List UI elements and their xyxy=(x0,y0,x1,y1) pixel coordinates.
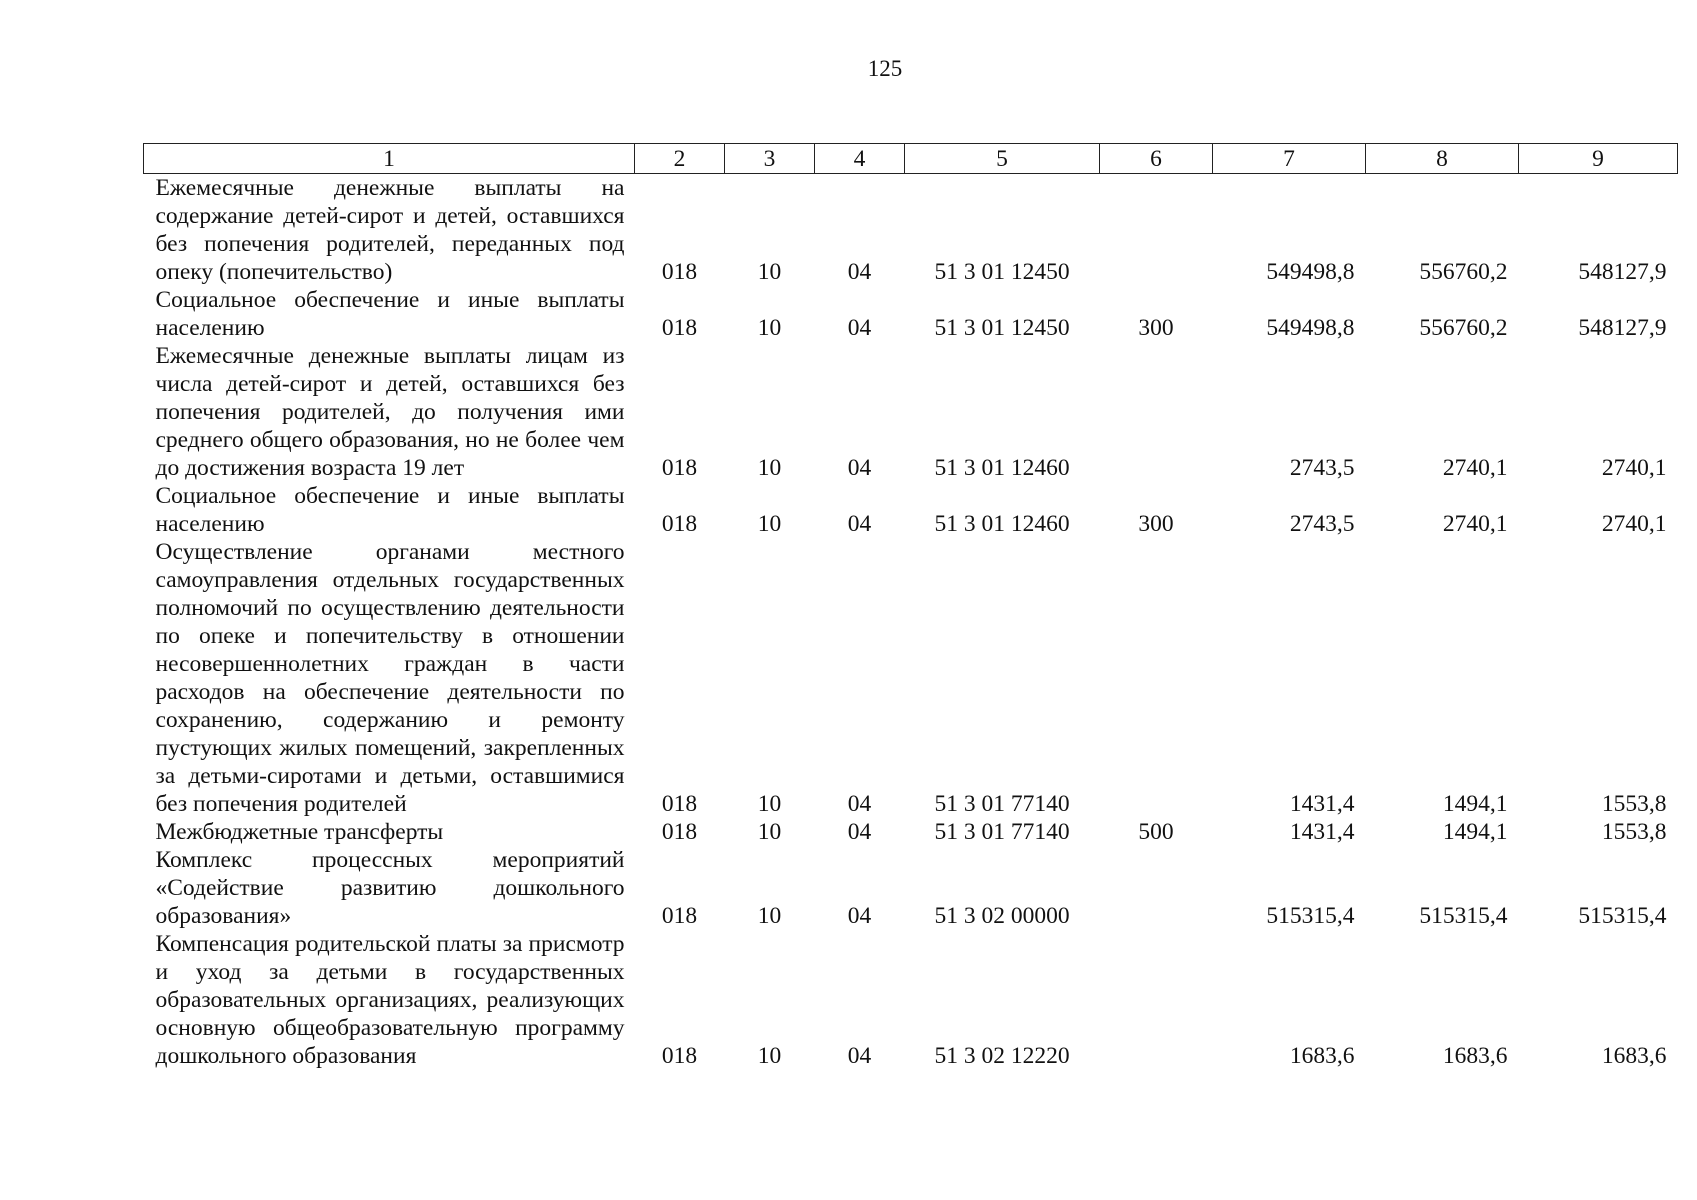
cell-target-article: 51 3 01 12450 xyxy=(934,259,1070,285)
cell-amount-7: 515315,4 xyxy=(1266,903,1355,929)
cell-expense-type: 300 xyxy=(1138,511,1174,537)
header-row xyxy=(144,144,1678,174)
column-header: 3 xyxy=(725,144,815,174)
cell-amount-8: 515315,4 xyxy=(1419,903,1508,929)
cell-section: 10 xyxy=(757,511,782,537)
cell-amount-9: 1683,6 xyxy=(1601,1043,1667,1069)
column-header: 8 xyxy=(1366,144,1519,174)
cell-expense-type: 300 xyxy=(1138,315,1174,341)
cell-amount-7: 1683,6 xyxy=(1289,1043,1355,1069)
column-header: 1 xyxy=(144,144,635,174)
cell-amount-8: 2740,1 xyxy=(1442,511,1508,537)
cell-ministry-code: 018 xyxy=(661,819,698,845)
cell-section: 10 xyxy=(757,455,782,481)
cell-amount-7: 1431,4 xyxy=(1289,791,1355,817)
cell-subsection: 04 xyxy=(847,791,872,817)
cell-amount-9: 515315,4 xyxy=(1578,903,1667,929)
cell-subsection: 04 xyxy=(847,1043,872,1069)
budget-table xyxy=(143,143,1678,1070)
cell-expense-type xyxy=(1100,846,1213,930)
cell-amount-8: 556760,2 xyxy=(1419,259,1508,285)
cell-subsection: 04 xyxy=(847,315,872,341)
table-row xyxy=(144,286,1678,342)
cell-amount-9: 548127,9 xyxy=(1578,259,1667,285)
cell-amount-8: 1494,1 xyxy=(1442,791,1508,817)
cell-subsection: 04 xyxy=(847,259,872,285)
cell-target-article: 51 3 01 12460 xyxy=(934,511,1070,537)
cell-target-article: 51 3 01 12460 xyxy=(934,455,1070,481)
table-row xyxy=(144,846,1678,930)
column-header: 2 xyxy=(635,144,725,174)
table-row xyxy=(144,818,1678,846)
cell-amount-9: 548127,9 xyxy=(1578,315,1667,341)
cell-amount-7: 549498,8 xyxy=(1266,315,1355,341)
cell-target-article: 51 3 01 12450 xyxy=(934,315,1070,341)
cell-target-article: 51 3 02 00000 xyxy=(934,903,1070,929)
cell-amount-9: 2740,1 xyxy=(1601,511,1667,537)
cell-amount-8: 1494,1 xyxy=(1442,819,1508,845)
cell-section: 10 xyxy=(757,315,782,341)
cell-expense-type: 500 xyxy=(1138,819,1174,845)
cell-section: 10 xyxy=(757,1043,782,1069)
column-header: 6 xyxy=(1100,144,1213,174)
row-description: Комплекс процессных мероприятий «Содействие развитию дошкольного образования» xyxy=(155,847,625,929)
cell-target-article: 51 3 01 77140 xyxy=(934,819,1070,845)
cell-amount-9: 2740,1 xyxy=(1601,455,1667,481)
cell-amount-7: 2743,5 xyxy=(1289,511,1355,537)
row-description: Социальное обеспечение и иные выплаты населению xyxy=(155,287,625,341)
cell-expense-type xyxy=(1100,342,1213,482)
row-description: Ежемесячные денежные выплаты на содержание детей-сирот и детей, оставшихся без попечения родителей, переданных под опеку (попечительство) xyxy=(155,175,625,285)
cell-ministry-code: 018 xyxy=(661,791,698,817)
cell-expense-type xyxy=(1100,930,1213,1070)
cell-ministry-code: 018 xyxy=(661,259,698,285)
table-row xyxy=(144,174,1678,287)
cell-amount-7: 1431,4 xyxy=(1289,819,1355,845)
cell-section: 10 xyxy=(757,819,782,845)
cell-section: 10 xyxy=(757,259,782,285)
column-header: 5 xyxy=(905,144,1100,174)
cell-target-article: 51 3 02 12220 xyxy=(934,1043,1070,1069)
cell-section: 10 xyxy=(757,791,782,817)
cell-target-article: 51 3 01 77140 xyxy=(934,791,1070,817)
cell-expense-type xyxy=(1100,174,1213,287)
cell-ministry-code: 018 xyxy=(661,1043,698,1069)
cell-amount-9: 1553,8 xyxy=(1601,791,1667,817)
cell-amount-8: 2740,1 xyxy=(1442,455,1508,481)
row-description: Осуществление органами местного самоуправления отдельных государственных полномочий по осуществлению деятельности по опеке и попечительству в отношении несовершеннолетних граждан в части расходов на обеспечение деятельности по сохранению, содержанию и ремонту пустующих жилых помещений, закрепленных за детьми-сиротами и детьми, оставшимися без попечения родителей xyxy=(155,539,625,817)
cell-amount-7: 549498,8 xyxy=(1266,259,1355,285)
row-description: Межбюджетные трансферты xyxy=(155,819,444,845)
column-header: 4 xyxy=(815,144,905,174)
cell-amount-7: 2743,5 xyxy=(1289,455,1355,481)
cell-subsection: 04 xyxy=(847,455,872,481)
cell-amount-9: 1553,8 xyxy=(1601,819,1667,845)
column-header: 7 xyxy=(1213,144,1366,174)
cell-ministry-code: 018 xyxy=(661,903,698,929)
row-description: Компенсация родительской платы за присмотр и уход за детьми в государственных образовательных организациях, реализующих основную общеобразовательную программу дошкольного образования xyxy=(155,931,625,1069)
table-row xyxy=(144,538,1678,818)
cell-ministry-code: 018 xyxy=(661,511,698,537)
cell-ministry-code: 018 xyxy=(661,455,698,481)
cell-subsection: 04 xyxy=(847,819,872,845)
cell-subsection: 04 xyxy=(847,903,872,929)
cell-section: 10 xyxy=(757,903,782,929)
cell-amount-8: 556760,2 xyxy=(1419,315,1508,341)
cell-ministry-code: 018 xyxy=(661,315,698,341)
table-row xyxy=(144,930,1678,1070)
cell-amount-8: 1683,6 xyxy=(1442,1043,1508,1069)
row-description: Ежемесячные денежные выплаты лицам из числа детей-сирот и детей, оставшихся без попечения родителей, до получения ими среднего общего образования, но не более чем до достижения возраста 19 лет xyxy=(155,343,625,481)
row-description: Социальное обеспечение и иные выплаты населению xyxy=(155,483,625,537)
column-header: 9 xyxy=(1519,144,1678,174)
cell-expense-type xyxy=(1100,538,1213,818)
table-row xyxy=(144,342,1678,482)
cell-subsection: 04 xyxy=(847,511,872,537)
table-row xyxy=(144,482,1678,538)
page-number: 125 xyxy=(867,56,903,81)
